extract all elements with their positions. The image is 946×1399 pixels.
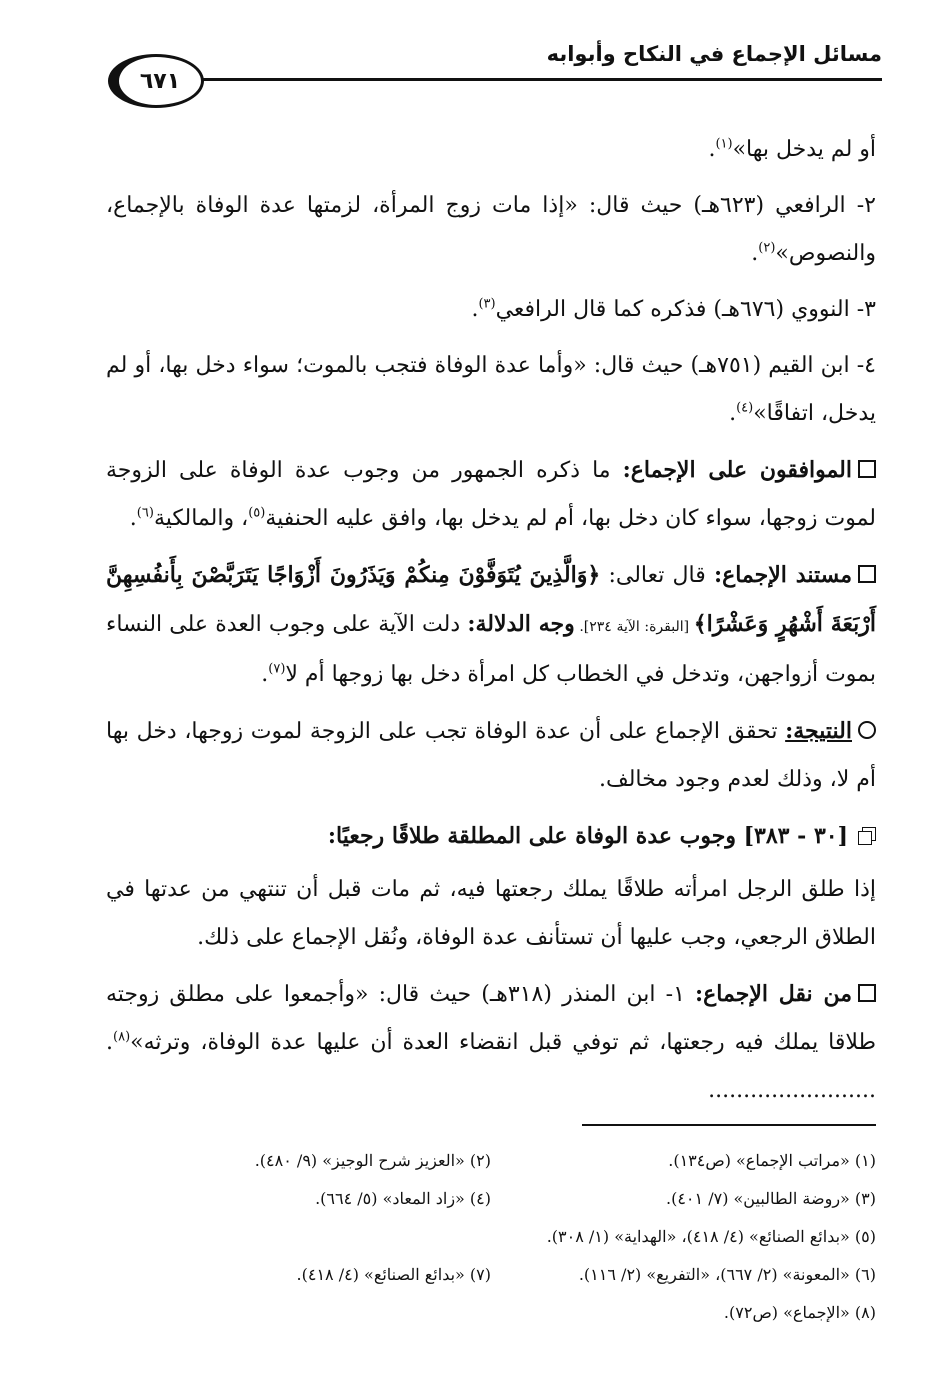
- paragraph-end: .: [471, 297, 479, 322]
- paragraph-4: [106, 342, 876, 438]
- footnote-4: (٤) «زاد المعاد» (٥/ ٦٦٤).: [315, 1189, 491, 1208]
- page-header: [108, 40, 882, 110]
- transmission-paragraph: [106, 970, 876, 1115]
- paragraph-text: ٢- الرافعي (٦٢٣هـ) حيث قال: «إذا مات زوج المرأة، لزمتها عدة الوفاة بالإجماع، والنصوص»: [106, 193, 876, 266]
- footnote-2: (٢) «العزيز شرح الوجيز» (٩/ ٤٨٠).: [254, 1151, 491, 1170]
- section-heading: [106, 812, 876, 860]
- footnote-row: [106, 1180, 876, 1218]
- footnote-1: (١) «مراتب الإجماع» (ص١٣٤).: [668, 1151, 876, 1170]
- footnote-row: [106, 1256, 876, 1294]
- paragraph-end: .: [751, 241, 759, 266]
- footnote-6: (٦) «المعونة» (٢/ ٦٦٧)، «التفريع» (٢/ ١١٦).: [578, 1265, 876, 1284]
- dalala-text: دلت الآية على وجوب العدة على النساء بموت أزواجهن، وتدخل في الخطاب كل امرأة دخل بها زوجها أم لا: [106, 612, 876, 687]
- footnote-ref[interactable]: (٤): [736, 400, 754, 416]
- section-intro: إذا طلق الرجل امرأته طلاقًا يملك رجعتها فيه، ثم مات قبل أن تنتهي من عدتها في الطلاق الرجعي، وجب عليها أن تستأنف عدة الوفاة، ونُقل الإجماع على ذلك.: [106, 877, 876, 950]
- paragraph-text: ٣- النووي (٦٧٦هـ) فذكره كما قال الرافعي: [495, 297, 876, 322]
- agreement-text-2: ، والمالكية: [153, 506, 249, 531]
- paragraph-2: [106, 182, 876, 278]
- paragraph-end: .: [729, 401, 737, 426]
- footnotes: [106, 1142, 876, 1332]
- result-paragraph: [106, 707, 876, 804]
- square-bullet-icon: [858, 984, 876, 1002]
- paragraph-end: .: [129, 506, 137, 531]
- agreement-text: ما ذكره الجمهور من وجوب عدة الوفاة على الزوجة لموت زوجها، سواء كان دخل بها، أم لم يدخل بها، وافق عليه الحنفية: [106, 458, 876, 531]
- footnote-ref[interactable]: (٧): [268, 661, 286, 677]
- footnote-7: (٧) «بدائع الصنائع» (٤/ ٤١٨).: [296, 1265, 491, 1284]
- transmission-text: ١- ابن المنذر (٣١٨هـ) حيث قال: «وأجمعوا على مطلق زوجته طلاقا يملك فيه رجعتها، ثم توفي قبل انقضاء العدة أن عليها عدة الوفاة، وترثه»: [106, 982, 876, 1055]
- circle-bullet-icon: [858, 721, 876, 739]
- footnote-ref[interactable]: (٨): [113, 1029, 131, 1045]
- paragraph-end: .: [261, 662, 269, 687]
- result-label: النتيجة:: [785, 718, 852, 744]
- footnote-separator: [582, 1124, 876, 1126]
- footnote-ref[interactable]: (٦): [136, 505, 154, 521]
- page-number-badge: [108, 54, 204, 108]
- footnote-ref[interactable]: (٥): [248, 505, 266, 521]
- paragraph-text: ٤- ابن القيم (٧٥١هـ) حيث قال: «وأما عدة الوفاة فتجب بالموت؛ سواء دخل بها، أو لم يدخل، اتفاقًا»: [106, 353, 876, 426]
- result-text: تحقق الإجماع على أن عدة الوفاة تجب على الزوجة لموت زوجها، دخل بها أم لا، وذلك لعدم وجود مخالف.: [106, 719, 876, 792]
- footnote-ref[interactable]: (٢): [758, 240, 776, 256]
- footnote-ref[interactable]: (١): [715, 136, 733, 152]
- footnote-3: (٣) «روضة الطالبين» (٧/ ٤٠١).: [666, 1189, 876, 1208]
- section-heading-text: [٣٠ - ٣٨٣] وجوب عدة الوفاة على المطلقة طلاقًا رجعيًا:: [327, 823, 848, 849]
- paragraph-end: .: [708, 137, 716, 162]
- paragraph-text: أو لم يدخل بها»: [732, 137, 876, 162]
- transmission-label: من نقل الإجماع:: [695, 981, 852, 1007]
- continuation-dots: ........................: [708, 1078, 876, 1103]
- paragraph-end: .: [106, 1030, 113, 1055]
- basis-label: مستند الإجماع:: [713, 562, 853, 588]
- footnote-8: (٨) «الإجماع» (ص٧٢).: [723, 1303, 876, 1322]
- square-bullet-icon: [858, 565, 876, 583]
- footnote-row: [106, 1142, 876, 1180]
- header-rule: [194, 78, 882, 81]
- footnote-5: (٥) «بدائع الصنائع» (٤/ ٤١٨)، «الهداية» (١/ ٣٠٨).: [546, 1227, 876, 1246]
- paragraph-3: [106, 286, 876, 334]
- basis-paragraph: [106, 551, 876, 699]
- square-bullet-icon: [858, 460, 876, 478]
- quran-verse: ﴿وَالَّذِينَ يُتَوَفَّوْنَ مِنكُمْ وَيَذَرُونَ أَزْوَاجًا يَتَرَبَّصْنَ بِأَنفُسِهِنَّ أَرْبَعَةَ أَشْهُرٍ وَعَشْرًا﴾: [106, 562, 876, 637]
- basis-text: قال تعالى:: [600, 563, 714, 588]
- agreement-label: الموافقون على الإجماع:: [622, 457, 852, 483]
- main-text: [106, 126, 876, 1123]
- running-title: مسائل الإجماع في النكاح وأبوابه: [546, 42, 882, 66]
- footnote-row: [106, 1294, 876, 1332]
- stacked-pages-icon: [858, 827, 876, 845]
- paragraph-1: [106, 126, 876, 174]
- footnote-ref[interactable]: (٣): [478, 296, 496, 312]
- agreement-paragraph: [106, 446, 876, 543]
- verse-reference: [البقرة: الآية ٢٣٤].: [574, 619, 694, 635]
- footnote-row: [106, 1218, 876, 1256]
- dalala-label: وجه الدلالة:: [467, 611, 575, 637]
- page-number: ٦٧١: [139, 68, 181, 94]
